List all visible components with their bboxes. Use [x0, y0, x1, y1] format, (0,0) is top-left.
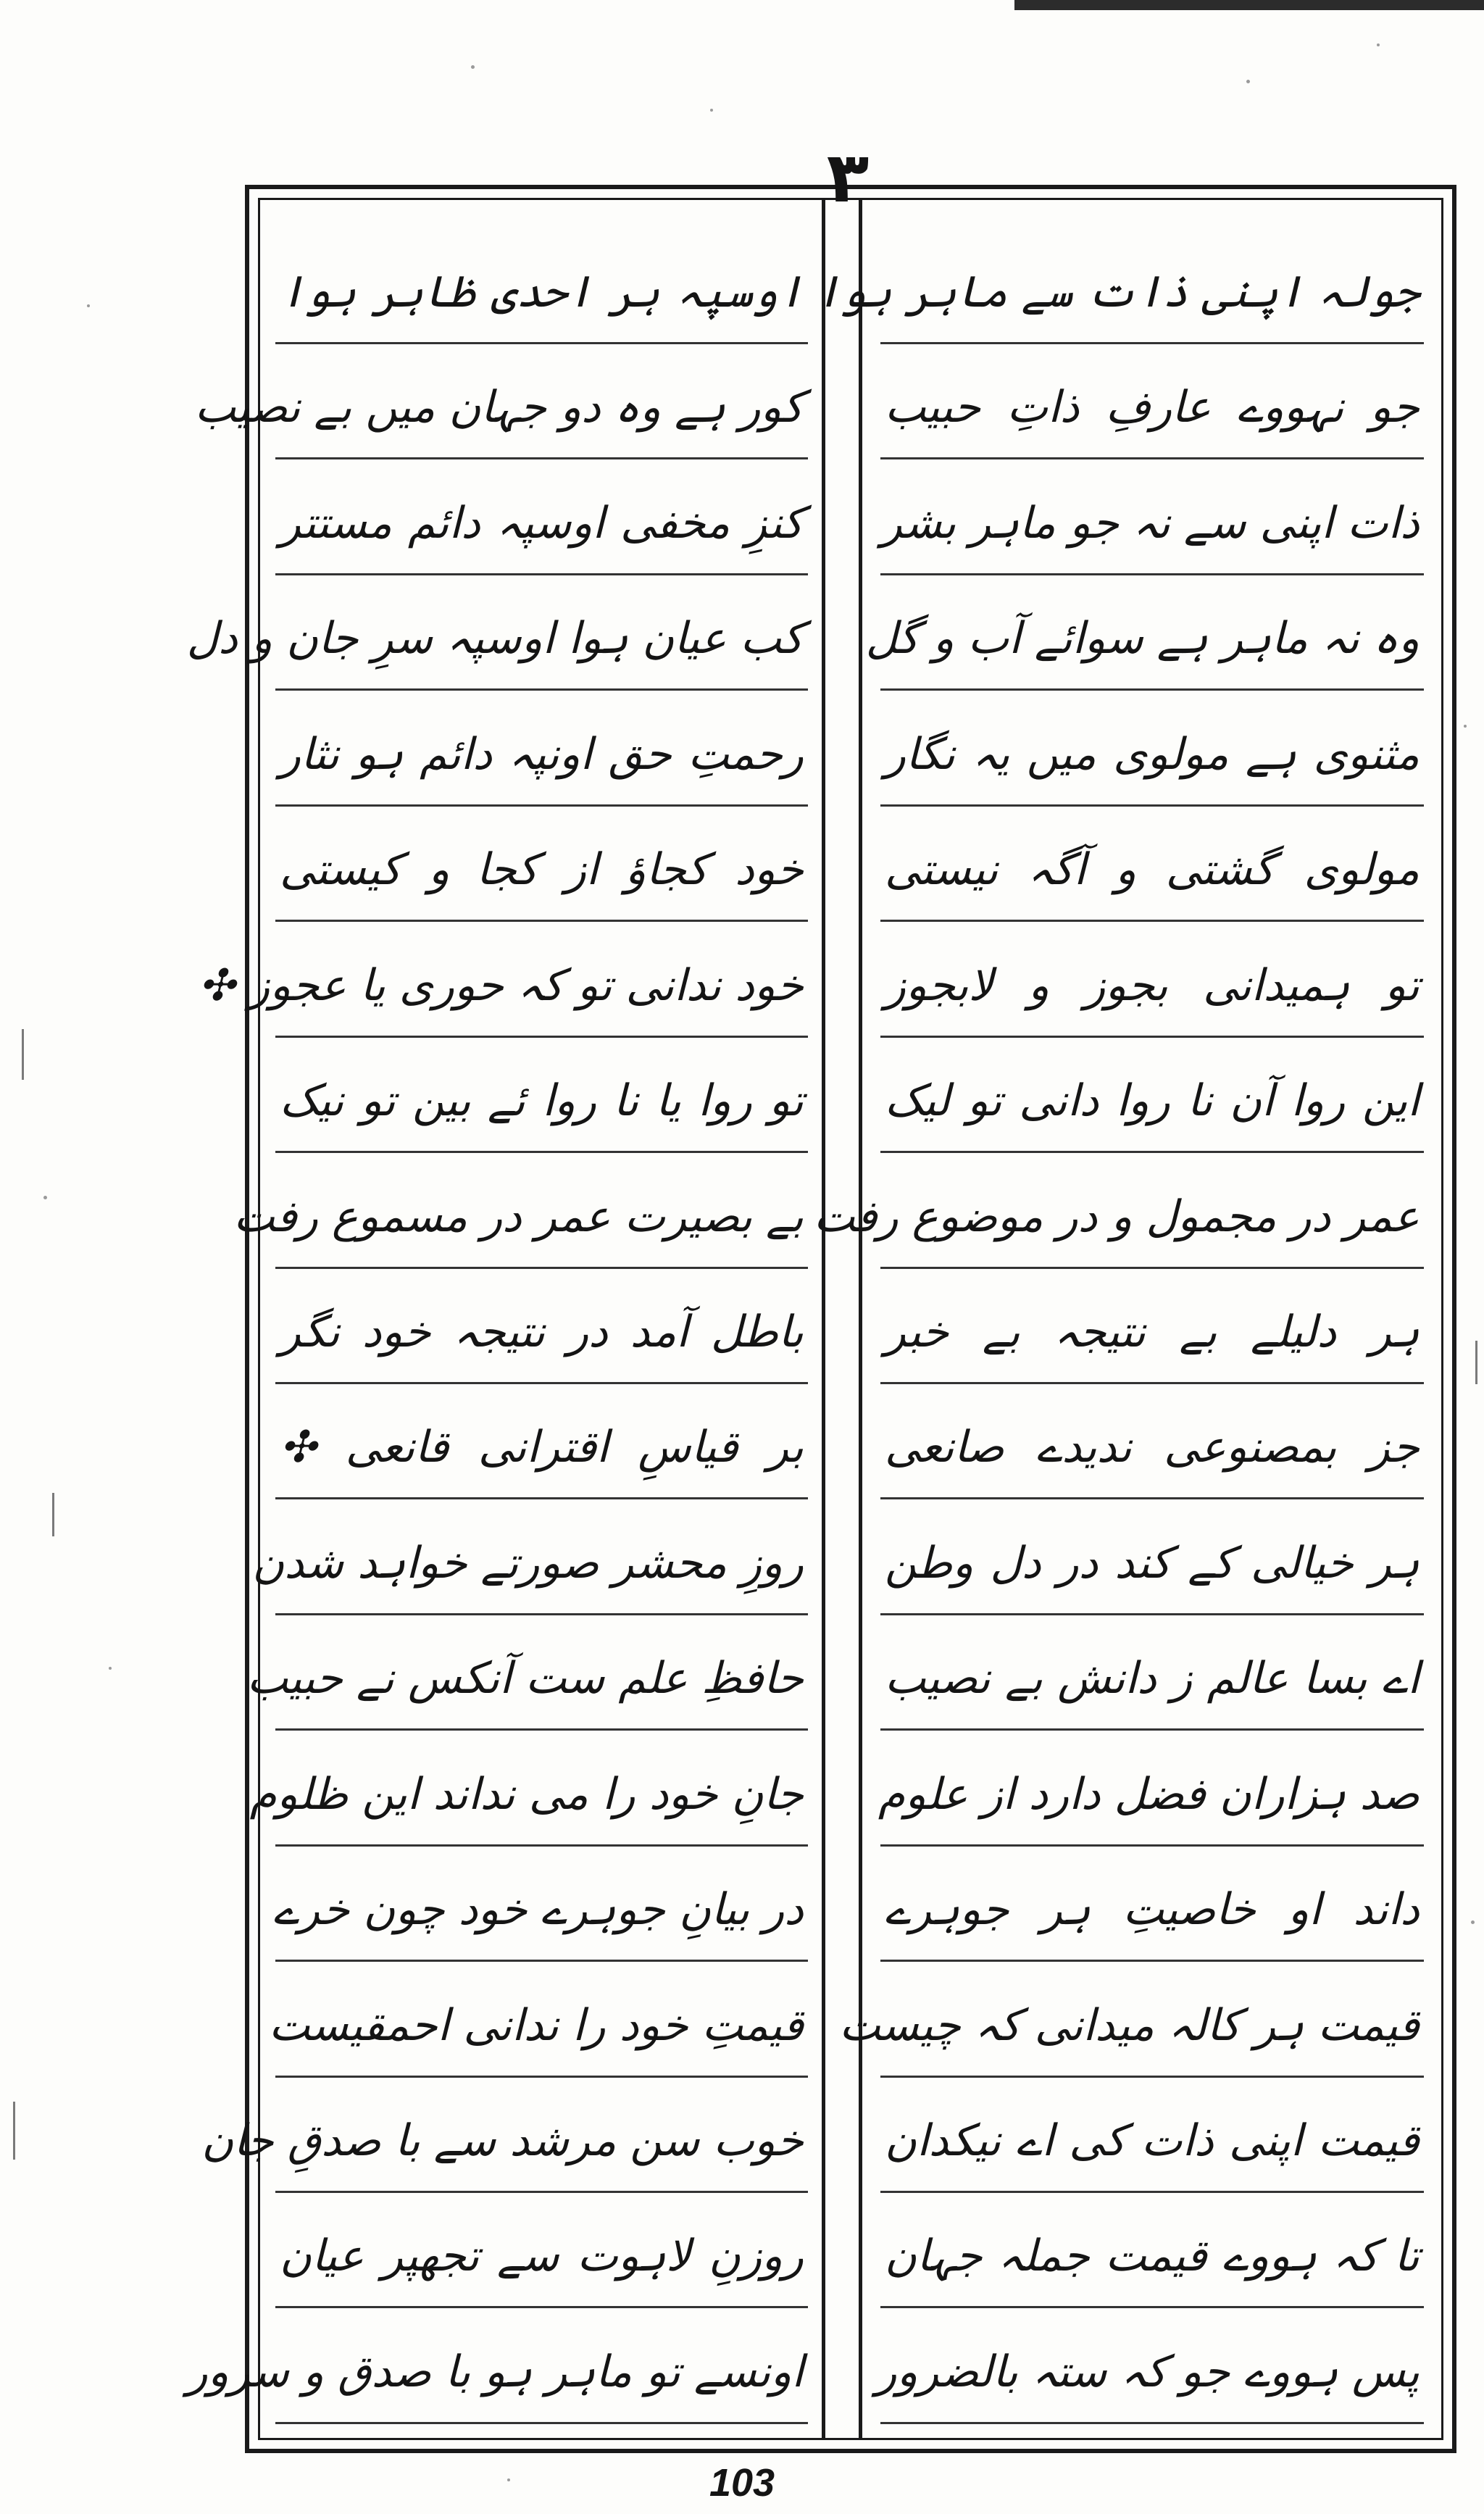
- verse-line: ہر خیالی کے کند در دل وطن: [880, 1528, 1424, 1615]
- column-divider-rule: [859, 200, 862, 2438]
- scan-speck: [1246, 80, 1250, 83]
- verse-line: ہر دلیلے بے نتیجہ بے خبر: [880, 1297, 1424, 1384]
- verse-line: در بیانِ جوہرے خود چون خرے: [275, 1875, 808, 1962]
- scan-speck: [1464, 725, 1467, 728]
- verse-line: پس ہووے جو کہ ستہ بالضرور: [880, 2337, 1424, 2424]
- verse-line: تو روا یا نا روا ئے بین تو نیک: [275, 1066, 808, 1153]
- verse-line: مولوی گشتی و آگہ نیستی: [880, 835, 1424, 922]
- column-divider-rule: [822, 200, 825, 2438]
- verse-line: تو ہمیدانی بجوز و لابجوز: [880, 951, 1424, 1038]
- section-marker: ٣: [826, 137, 870, 218]
- verse-line: وہ نہ ماہر ہے سوائے آب و گل: [880, 604, 1424, 691]
- page-number: 103: [709, 2461, 775, 2505]
- verse-line: بر قیاسِ اقترانی قانعی ✣: [275, 1412, 808, 1499]
- verse-line: روزنِ لاہوت سے تجھپر عیان: [275, 2221, 808, 2308]
- verse-line: تا کہ ہووے قیمت جملہ جہان: [880, 2221, 1424, 2308]
- right-verse-column: [814, 257, 1424, 2424]
- verse-line: کنزِ مخفی اوسپہ دائم مستتر: [275, 488, 808, 575]
- verse-line: ذات اپنی سے نہ جو ماہر بشر: [880, 488, 1424, 575]
- verse-line: جز بمصنوعی ندیدے صانعی: [880, 1412, 1424, 1499]
- verse-line: رحمتِ حق اونپہ دائم ہو نثار: [275, 720, 808, 807]
- left-margin-mark: [13, 2102, 15, 2160]
- scan-speck: [43, 1196, 47, 1199]
- scan-speck: [87, 304, 90, 307]
- verse-line: حافظِ علم ست آنکس نے حبیب: [275, 1644, 808, 1731]
- left-margin-mark: [22, 1029, 24, 1080]
- verse-line: باطل آمد در نتیجہ خود نگر: [275, 1297, 808, 1384]
- left-verse-column: [186, 257, 808, 2424]
- verse-line: این روا آن نا روا دانی تو لیک: [880, 1066, 1424, 1153]
- scan-speck: [1377, 43, 1380, 46]
- verse-line: داند او خاصیتِ ہر جوہرے: [880, 1875, 1424, 1962]
- scan-speck: [471, 65, 475, 69]
- verse-line: اونسے تو ماہر ہو با صدق و سرور: [275, 2337, 808, 2424]
- verse-line: اے بسا عالم ز دانش بے نصیب: [880, 1644, 1424, 1731]
- verse-line: کب عیان ہوا اوسپہ سرِ جان و دل: [275, 604, 808, 691]
- verse-line: قیمت اپنی ذات کی اے نیکدان: [880, 2106, 1424, 2193]
- verse-line: خود کجاؤ از کجا و کیستی: [275, 835, 808, 922]
- scan-speck: [710, 109, 713, 112]
- verse-line: خود ندانی تو کہ حوری یا عجوز ✣: [275, 951, 808, 1038]
- verse-line: جو نہووے عارفِ ذاتِ حبیب: [880, 372, 1424, 459]
- page-top-edge-shadow: [1014, 0, 1484, 10]
- verse-line: صد ہزاران فضل دارد از علوم: [880, 1760, 1424, 1847]
- verse-line: خوب سن مرشد سے با صدقِ جان: [275, 2106, 808, 2193]
- verse-line: جولہ اپنی ذات سے ماہر ہوا: [880, 257, 1424, 344]
- verse-line: کور ہے وہ دو جہان میں بے نصیب: [275, 372, 808, 459]
- verse-line: روزِ محشر صورتے خواہد شدن: [275, 1528, 808, 1615]
- verse-line: مثنوی ہے مولوی میں یہ نگار: [880, 720, 1424, 807]
- verse-line: قیمتِ خود را ندانی احمقیست: [275, 1991, 808, 2078]
- right-margin-mark: [1475, 1341, 1477, 1384]
- verse-line: بے بصیرت عمر در مسموع رفت: [275, 1182, 808, 1269]
- scan-speck: [1471, 1920, 1475, 1924]
- verse-line: عمر در مجمول و در موضوع رفت: [880, 1182, 1424, 1269]
- scan-speck: [109, 1667, 112, 1670]
- verse-line: اوسپہ ہر احدی ظاہر ہوا: [275, 257, 808, 344]
- left-margin-mark: [52, 1493, 54, 1536]
- verse-line: قیمت ہر کالہ میدانی کہ چیست: [880, 1991, 1424, 2078]
- verse-line: جانِ خود را می نداند این ظلوم: [275, 1760, 808, 1847]
